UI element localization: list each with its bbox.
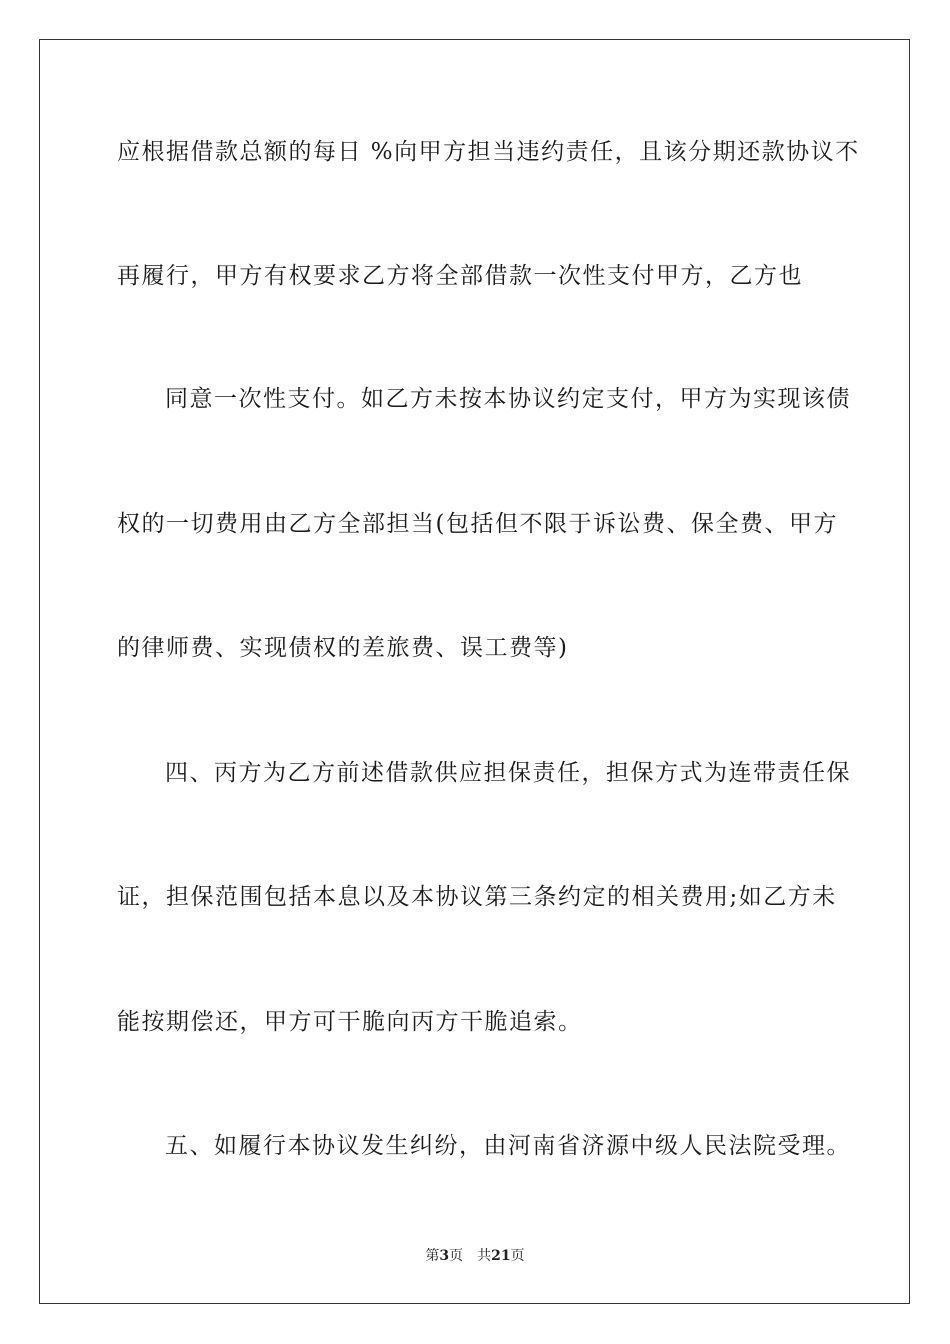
body-line-5: 的律师费、实现债权的差旅费、误工费等) [117, 635, 569, 661]
total-pages: 21 [491, 1248, 511, 1264]
body-line-6: 四、丙方为乙方前述借款供应担保责任，担保方式为连带责任保 [165, 760, 851, 786]
page-suffix: 页 [449, 1248, 464, 1264]
body-line-7: 证，担保范围包括本息以及本协议第三条约定的相关费用;如乙方未 [117, 884, 837, 910]
body-line-3: 同意一次性支付。如乙方未按本协议约定支付，甲方为实现该债 [165, 386, 851, 412]
body-line-1: 应根据借款总额的每日 %向甲方担当违约责任，且该分期还款协议不 [117, 139, 860, 165]
page-footer [0, 1247, 950, 1265]
page-number: 3 [439, 1248, 450, 1264]
page-prefix: 第 [425, 1248, 440, 1264]
body-line-2: 再履行，甲方有权要求乙方将全部借款一次性支付甲方，乙方也 [117, 263, 803, 289]
body-line-4: 权的一切费用由乙方全部担当(包括但不限于诉讼费、保全费、甲方 [117, 511, 838, 537]
total-prefix: 共 [477, 1248, 492, 1264]
total-suffix: 页 [510, 1248, 525, 1264]
body-line-8: 能按期偿还，甲方可干脆向丙方干脆追索。 [117, 1009, 583, 1035]
page-border [39, 39, 910, 1304]
body-line-9: 五、如履行本协议发生纠纷，由河南省济源中级人民法院受理。 [165, 1133, 851, 1159]
